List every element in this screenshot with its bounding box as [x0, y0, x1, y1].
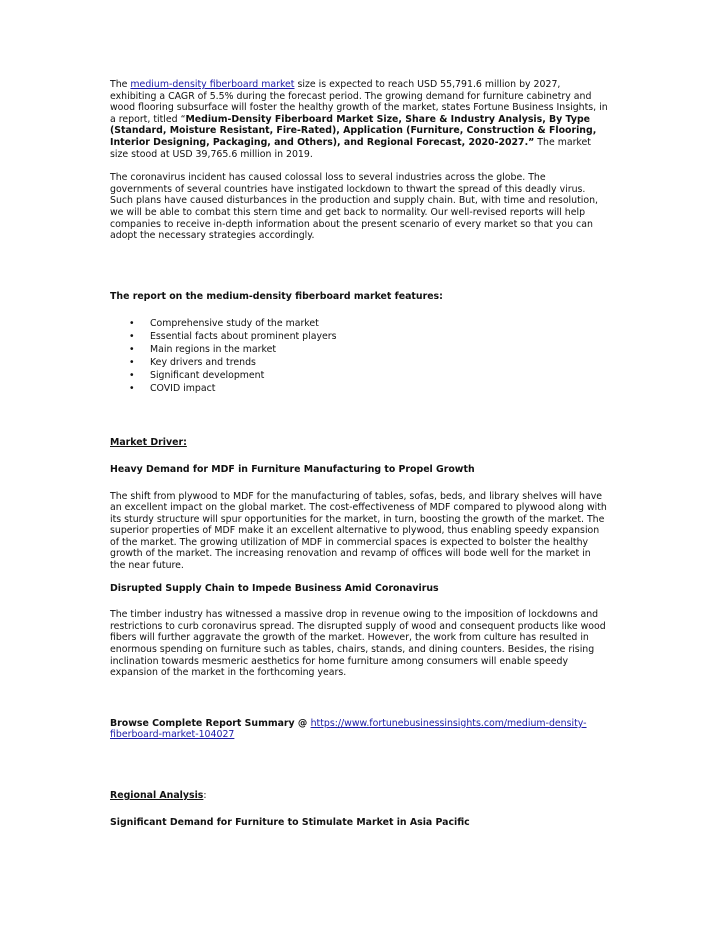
bullet-icon: •	[129, 383, 135, 395]
intro-paragraph-1	[110, 79, 608, 160]
list-item-text: Essential facts about prominent players	[150, 331, 337, 343]
regional-heading	[110, 790, 608, 802]
document-body	[110, 79, 608, 828]
list-item	[110, 382, 608, 395]
list-item-text: Comprehensive study of the market	[150, 318, 319, 330]
bullet-icon: •	[129, 318, 135, 330]
intro-paragraph-2: The coronavirus incident has caused colossal loss to several industries across the globe. The governments of several countries have instigated lockdown to thwart the spread of this deadly virus. Such plans have caused disturbances in the production and supply chain. But, with time and resolution, we will be able to combat this stern time and get back to normality. Our well-revised reports will help companies to receive in-depth information about the present scenario of every market so that you can adopt the necessary strategies accordingly.	[110, 172, 599, 242]
intro-text-mid: size is expected to reach USD 55,791.6 million by 2027, exhibiting a CAGR of 5.5% during the forecast period. The growing demand for furniture cabinetry and wood flooring subsurface will foster the healthy growth of the market, states Fortune Business Insights, in a report, titled “	[110, 79, 608, 125]
intro-text-prefix: The	[110, 79, 131, 90]
regional-subheading: Significant Demand for Furniture to Stimulate Market in Asia Pacific	[110, 816, 470, 828]
browse-summary	[110, 718, 608, 741]
list-item-text: Significant development	[150, 370, 265, 382]
driver-subheading-1: Heavy Demand for MDF in Furniture Manufacturing to Propel Growth	[110, 463, 475, 475]
bullet-icon: •	[129, 357, 135, 369]
features-heading: The report on the medium-density fiberboard market features:	[110, 290, 443, 302]
list-item	[110, 356, 608, 369]
bullet-icon: •	[129, 370, 135, 382]
regional-heading-colon: :	[203, 790, 207, 801]
driver-paragraph-2: The timber industry has witnessed a massive drop in revenue owing to the imposition of lockdowns and restrictions to curb coronavirus spread. The disrupted supply of wood and consequent products like wood fibers will further aggravate the growth of the market. However, the work from culture has resulted in enormous spending on furniture such as tables, chairs, stands, and dining counters. Besides, the rising inclination towards mesmeric aesthetics for home furniture among consumers will enable speedy expansion of the market in the forthcoming years.	[110, 609, 606, 679]
browse-label: Browse Complete Report Summary @	[110, 717, 311, 729]
market-driver-heading: Market Driver:	[110, 437, 187, 449]
regional-heading-text: Regional Analysis	[110, 790, 204, 801]
bullet-icon: •	[129, 344, 135, 356]
bullet-icon: •	[129, 331, 135, 343]
report-summary-link[interactable]: https://www.fortunebusinessinsights.com/medium-density-fiberboard-market-104027	[110, 717, 587, 741]
list-item	[110, 317, 608, 330]
list-item-text: Key drivers and trends	[150, 357, 256, 369]
list-item	[110, 369, 608, 382]
driver-subheading-2: Disrupted Supply Chain to Impede Business Amid Coronavirus	[110, 582, 439, 594]
list-item	[110, 330, 608, 343]
features-list	[110, 317, 608, 395]
driver-paragraph-1: The shift from plywood to MDF for the manufacturing of tables, sofas, beds, and library shelves will have an excellent impact on the global market. The cost-effectiveness of MDF compared to plywood along with its sturdy structure will spur opportunities for the market, in turn, boosting the growth of the market. The superior properties of MDF make it an excellent alternative to plywood, thus enabling speedy expansion of the market. The growing utilization of MDF in commercial spaces is expected to bolster the healthy growth of the market. The increasing renovation and revamp of offices will bode well for the market in the near future.	[110, 490, 607, 572]
list-item	[110, 343, 608, 356]
mdf-market-link[interactable]: medium-density fiberboard market	[130, 79, 295, 90]
list-item-text: Main regions in the market	[150, 344, 277, 356]
intro-text-suffix: The market size stood at USD 39,765.6 million in 2019.	[110, 136, 591, 160]
list-item-text: COVID impact	[150, 383, 216, 395]
report-title: Medium-Density Fiberboard Market Size, Share & Industry Analysis, By Type (Standard, Moisture Resistant, Fire-Rated), Application (Furniture, Construction & Flooring, Interior Designing, Packaging, and Others), and Regional Forecast, 2020-2027.”	[110, 113, 597, 148]
